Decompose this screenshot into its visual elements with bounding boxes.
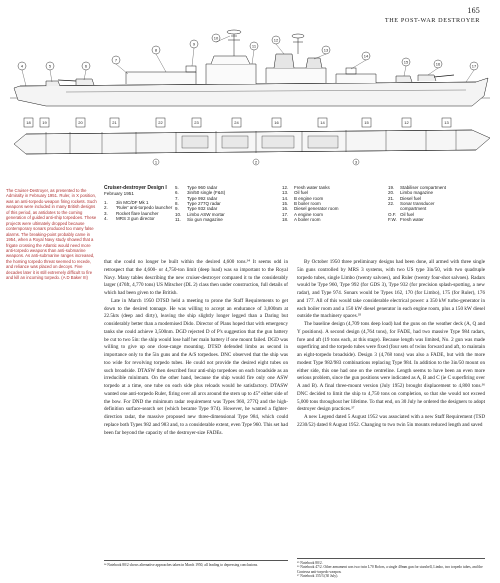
key-item: O.F. Oil fuel	[388, 211, 415, 217]
svg-text:8: 8	[154, 47, 158, 53]
key-item: 3. Rocket flare launcher	[104, 210, 159, 216]
key-item: compartment	[400, 206, 427, 212]
running-head: THE POST-WAR DESTROYER	[384, 17, 480, 24]
footnote: ³⁷ Notebook 155/3 (30 July).	[297, 574, 339, 579]
svg-text:15: 15	[403, 59, 409, 65]
key-column-2	[175, 185, 225, 222]
svg-text:13: 13	[444, 120, 449, 125]
svg-text:11: 11	[251, 43, 257, 49]
key-column-4	[388, 185, 446, 222]
svg-text:13: 13	[323, 47, 329, 53]
svg-text:12: 12	[404, 120, 409, 125]
svg-text:14: 14	[363, 53, 369, 59]
svg-text:3: 3	[354, 159, 358, 165]
paragraph: Late in March 1950 DTSD held a meeting to prone the Staff Requirements to get down to the desired tonnage. He was willing to accept an endurance of 3,000nm at 22.5kts (deep and dirty), leaving the ship slightly longer legged than a Daring but considerably better than a modernised Dido. Director of Plans hoped that with emergency tanks she could achieve 3,500nm. DGD rejected D of P's suggestion that the gun battery be cut to two 5in: the ship would lose half her main battery if one mount failed. DGD was willing to give up one close-range mounting. DTSD defended limbo as second in importance only to the 5in guns and the A/S torpedoes. DNC observed that the ship was too wide for revolving torpedo tubes. He could not provide the desired eight tubes on such broadside. DTASW then described four anti-ship torpedoes on each broadside as an irreducible minimum. On the other hand, because the ship would fire only one ASW torpedo at a time, one tube on each side plus reloads would be satisfactory. DTASW wanted one anti-torpedo Ruler, firing over all arcs around the stern up to 45° either side of the bow. For DND the minimum radar requirement was Types 960, 277Q and the high-definition surface-search set (which became Type 974). However, he wanted a fighter-direction radar, the massive proposed new three-dimensional Type 984, which could replace both Types 982 and 983 and, to a considerable extent, even Type 960. This set had been far beyond the capacity of the destroyer-size FADEs.	[104, 297, 288, 436]
svg-text:20: 20	[78, 120, 83, 125]
svg-text:6: 6	[84, 63, 88, 69]
svg-text:16: 16	[274, 120, 279, 125]
key-item: 19. Stabiliser compartment	[388, 185, 447, 190]
key-item: 16. Diesel generator room	[282, 206, 339, 212]
key-item: 6. 3in/50 single (F&S)	[175, 190, 226, 196]
footnote: ³⁴ Notebook 80/2 shows alternative approaches taken in March 1950, all leading to depressing conclusions.	[104, 563, 259, 567]
svg-text:2: 2	[254, 159, 258, 165]
svg-text:4: 4	[20, 63, 24, 69]
svg-text:9: 9	[192, 41, 196, 47]
key-item: 21. Diesel fuel	[388, 195, 422, 201]
key-title: Cruiser-destroyer Design I	[104, 185, 167, 191]
svg-text:24: 24	[234, 120, 239, 125]
footnote: ³⁵ Notebook 80/2.	[297, 561, 323, 565]
key-item: 4. MRS 3 gun director	[104, 216, 155, 222]
key-item: 15. B boiler room	[282, 201, 321, 207]
key-item: F.W. Fresh water	[388, 217, 424, 223]
footnote: ³⁶ Notebook 47/2. Other armament was two twin L70 Bofors, a single 40mm gun for starshell, Limbo, two torpedo tubes, and the Contessa anti-torpedo weapon.	[297, 565, 483, 574]
svg-text:23: 23	[194, 120, 199, 125]
svg-text:22: 22	[158, 120, 163, 125]
key-column-3	[282, 185, 339, 222]
paragraph: By October 1950 three preliminary designs had been done, all armed with three single 5in guns controlled by MRS 3 systems, with two US type 3in/50, with two quadruple torpedo tubes, single Limbo (twenty salvoes), and Ruler (twenty four-shot salvoes). Radars would be Type 960, Type 992 (for GDS 3), Type 932 (for precision splash-spotting, a new radar), and Type 974. Sonars would be Types 162, 170 (for Limbo), 175 (for Ruler), 176 and 177. All of this would take considerable electrical power: a 350 kW turbo-generator in each boiler room and a 150 kW diesel generator in each engine room, plus a 150 kW diesel outside the machinery spaces.³⁵	[297, 259, 485, 320]
key-item: 5. Type 960 radar	[175, 185, 218, 190]
key-column-1	[104, 200, 172, 221]
svg-text:7: 7	[114, 57, 118, 63]
figure-caption: The Cruiser-Destroyer, as presented to the Admiralty in February 1951. Ruler, in X position, was an anti-torpedo weapon firing rockets. Such weapons were included in many British designs of this period, as antidotes to the coming generation of guided anti-ship torpedoes. These projects were ultimately dropped because contemporary sonars produced too many false alarms. The breaking-point probably came in 1954, when a Royal Navy study showed that a frigate crossing the Atlantic would need more anti-torpedo weapons than anti-submarine weapons. As anti-submarine ranges increased, the homing torpedo threat seemed to recede, and reliance was placed on decoys. Five decades later it is still extremely difficult to fire and kill an incoming torpedo. (A D Baker III)	[6, 188, 97, 281]
svg-text:1: 1	[154, 159, 158, 165]
key-item: 14. B engine room	[282, 195, 324, 201]
svg-text:19: 19	[42, 120, 47, 125]
key-item: 12. Fresh water tanks	[282, 185, 330, 190]
svg-text:10: 10	[213, 35, 219, 41]
key-item: 7. Type 992 radar	[175, 195, 218, 201]
key-item: 20. Limbo magazine	[388, 190, 434, 196]
paragraph: The baseline design (4,709 tons deep load) had the guns on the weather deck (A, Q and Y positions). A second design (4,764 tons), for FADE, had two massive Type 984 radars, fore and aft (19 tons each, at this stage). Because length was limited, No. 2 gun was made superfiring and the torpedo tubes were fixed (four sets of twins forward and aft, to maintain an eight-torpedo broadside). Design 3 (4,768 tons) was also a FADE, but with the more modest Type 982/983 combinations replacing Type 984. In addition to the 3in/50 mount on either side, this one had one on the centreline. Length seems to have been an even more serious problem, since the gun positions were indicated as A, B and C (ie C superfiring over A and B). A final three-mount version (July 1952) brought displacement to 4,800 tons.³⁶ DNC decided to limit the ship to 4,750 tons on completion, so that she would not exceed 5,000 tons throughout her lifetime. To that end, on 30 July he ordered the designers to adopt destroyer design practices.³⁷	[297, 321, 485, 413]
key-item: 17. A engine room	[282, 211, 324, 217]
key-item: 10. Limbo ASW mortar	[175, 211, 225, 217]
body-column-left	[104, 259, 288, 437]
body-column-right	[297, 259, 485, 430]
paragraph: A new Legend dated 5 August 1952 was associated with a new Staff Requirement (TSD 2230/52) dated 8 August 1952. Changing to two twin 5in mounts reduced length and saved	[297, 414, 485, 428]
key-item: 22. Sonar transducer	[388, 201, 435, 207]
key-item: 8. Type 277Q radar	[175, 201, 221, 207]
key-date: February 1951	[104, 191, 134, 196]
key-item: 1. 3in MC/DF Mk 1	[104, 200, 149, 205]
key-item: 11. Six gun magazine	[175, 217, 223, 223]
footnotes-left	[104, 560, 288, 567]
key-item: 13. Oil fuel	[282, 190, 309, 196]
page-number: 165	[467, 6, 480, 15]
key-item: 18. A boiler room	[282, 217, 321, 223]
svg-text:16: 16	[435, 61, 441, 67]
footnotes-right	[297, 558, 485, 579]
key-item: 2. 'Ruler' anti-torpedo launcher	[104, 205, 173, 211]
svg-text:18: 18	[26, 120, 31, 125]
svg-text:14: 14	[320, 120, 325, 125]
svg-text:21: 21	[112, 120, 117, 125]
svg-text:15: 15	[364, 120, 369, 125]
svg-text:17: 17	[471, 63, 477, 69]
ship-profile-drawing	[6, 26, 494, 166]
key-item: 9. Type 932 radar	[175, 206, 218, 212]
paragraph: that she could no longer be built within the desired 4,600 tons.³⁴ It seems odd in retrospect that the 4,600- or 4,750-ton limit (deep load) was so important to the Royal Navy. Many tables describing the new cruiser-destroyer compared it to the considerably larger (476ft, 4,770 tons) US Mitscher (DL 2) class then under construction, full details of which had been given to the British.	[104, 259, 288, 296]
svg-text:12: 12	[273, 37, 279, 43]
svg-text:5: 5	[48, 63, 52, 69]
